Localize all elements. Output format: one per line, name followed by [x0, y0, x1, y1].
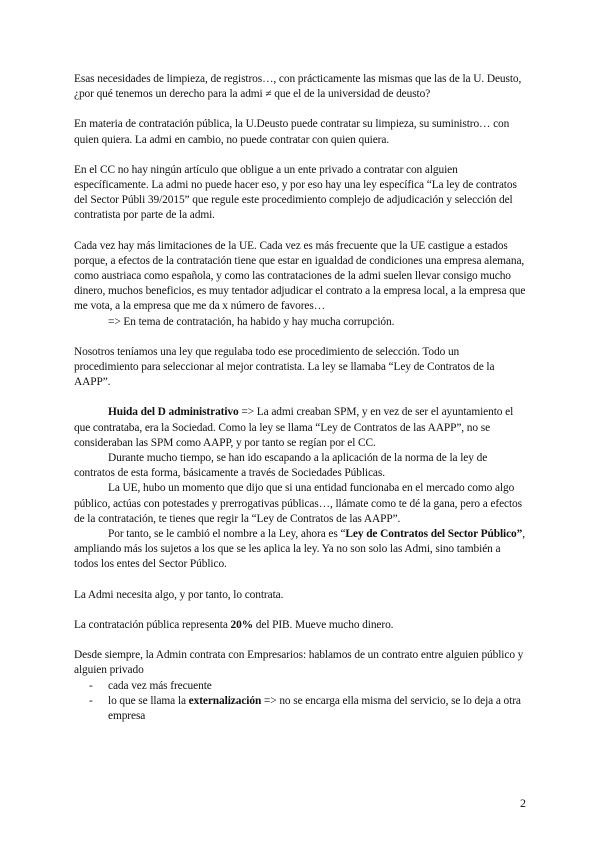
paragraph-huida-derecho-administrativo [74, 405, 526, 451]
bullet-list [74, 679, 526, 725]
paragraph-corrupcion-arrow: => En tema de contratación, ha habido y hay mucha corrupción. [108, 315, 395, 328]
text-pib-rest: del PIB. Mueve mucho dinero. [253, 618, 394, 631]
paragraph-pib [74, 618, 526, 633]
list-item [74, 694, 526, 724]
page-number: 2 [520, 796, 526, 810]
page-body [74, 72, 526, 724]
paragraph-cambio-nombre-ley [74, 527, 526, 573]
text-cambio-rest: , ampliando más los sujetos a los que se les aplica la ley. Ya no son solo las Admi, sino también a todos los entes del Sector Público. [74, 528, 525, 571]
heading-huida-derecho-administrativo: Huida del D administrativo [108, 406, 239, 419]
paragraph-ley-contratos-aapp: Nosotros teníamos una ley que regulaba todo ese procedimiento de selección. Todo un procedimiento para seleccionar al mejor contratista. La ley se llamaba “Ley de Contratos de la AAPP”. [74, 345, 495, 389]
paragraph-limitaciones-ue: Cada vez hay más limitaciones de la UE. Cada vez es más frecuente que la UE castigue a estados porque, a efectos de la contratación tiene que estar en igualdad de condiciones una empresa alemana, como austriaca como española, y como las contrataciones de la admi suelen llevar consigo mucho dinero, muchos beneficios, es muy tentador adjudicar el contrato a la empresa local, a la empresa que me vota, a la empresa que me da x número de favores… [74, 239, 526, 313]
paragraph-ue-entidad-publica: La UE, hubo un momento que dijo que si una entidad funcionaba en el mercado como algo público, actúas con potestades y prerrogativas públicas…, llámate como te dé la gana, pero a efectos de la contratación, te tienes que regir la “Ley de Contratos de las AAPP”. [74, 482, 522, 525]
paragraph-contratacion-publica: En materia de contratación pública, la U.Deusto puede contratar su limpieza, su suministro… con quien quiera. La admi en cambio, no puede contratar con quien quiera. [74, 118, 510, 146]
dash-marker: - [89, 694, 93, 707]
list-item-text: cada vez más frecuente [108, 679, 212, 692]
list-item [74, 679, 526, 694]
text-huida-body: => La admi creaban SPM, y en vez de ser el ayuntamiento el que contrataba, era la Sociedad. Como la ley se llama “Ley de Contratos de las AAPP”, no se consideraban las SPM como AAPP, y por tanto se regían por el CC. [74, 406, 514, 449]
paragraph-admi-necesita: La Admi necesita algo, y por tanto, lo contrata. [74, 588, 284, 601]
text-ley-sector-publico: Ley de Contratos del Sector Público” [345, 528, 523, 541]
text-cambio-start: Por tanto, se le cambió el nombre a la Ley, ahora es “ [108, 528, 346, 541]
paragraph-sociedades-publicas: Durante mucho tiempo, se han ido escapando a la aplicación de la norma de la ley de contratos de esta forma, básicamente a través de Sociedades Públicas. [74, 452, 488, 480]
list-item-text-start: lo que se llama la [108, 694, 189, 707]
text-pib-percent: 20% [230, 618, 254, 631]
dash-marker: - [89, 679, 93, 692]
paragraph-codigo-civil: En el CC no hay ningún artículo que obligue a un ente privado a contratar con alguien específicamente. La admi no puede hacer eso, y por eso hay una ley específica “La ley de contratos del Sector Públi 39/2015” que regule este procedimiento complejo de adjudicación y selección del contratista por parte de la admi. [74, 163, 517, 222]
text-pib-start: La contratación pública representa [74, 618, 231, 631]
list-item-text-rest: => no se encarga ella misma del servicio, se lo deja a otra empresa [108, 694, 521, 722]
paragraph-contrato-empresarios: Desde siempre, la Admin contrata con Empresarios: hablamos de un contrato entre alguien público y alguien privado [74, 649, 524, 677]
text-externalizacion: externalización [188, 694, 262, 707]
paragraph-deusto-question: Esas necesidades de limpieza, de registros…, con prácticamente las mismas que las de la U. Deusto, ¿por qué tenemos un derecho para la admi ≠ que el de la universidad de deusto? [74, 73, 522, 101]
